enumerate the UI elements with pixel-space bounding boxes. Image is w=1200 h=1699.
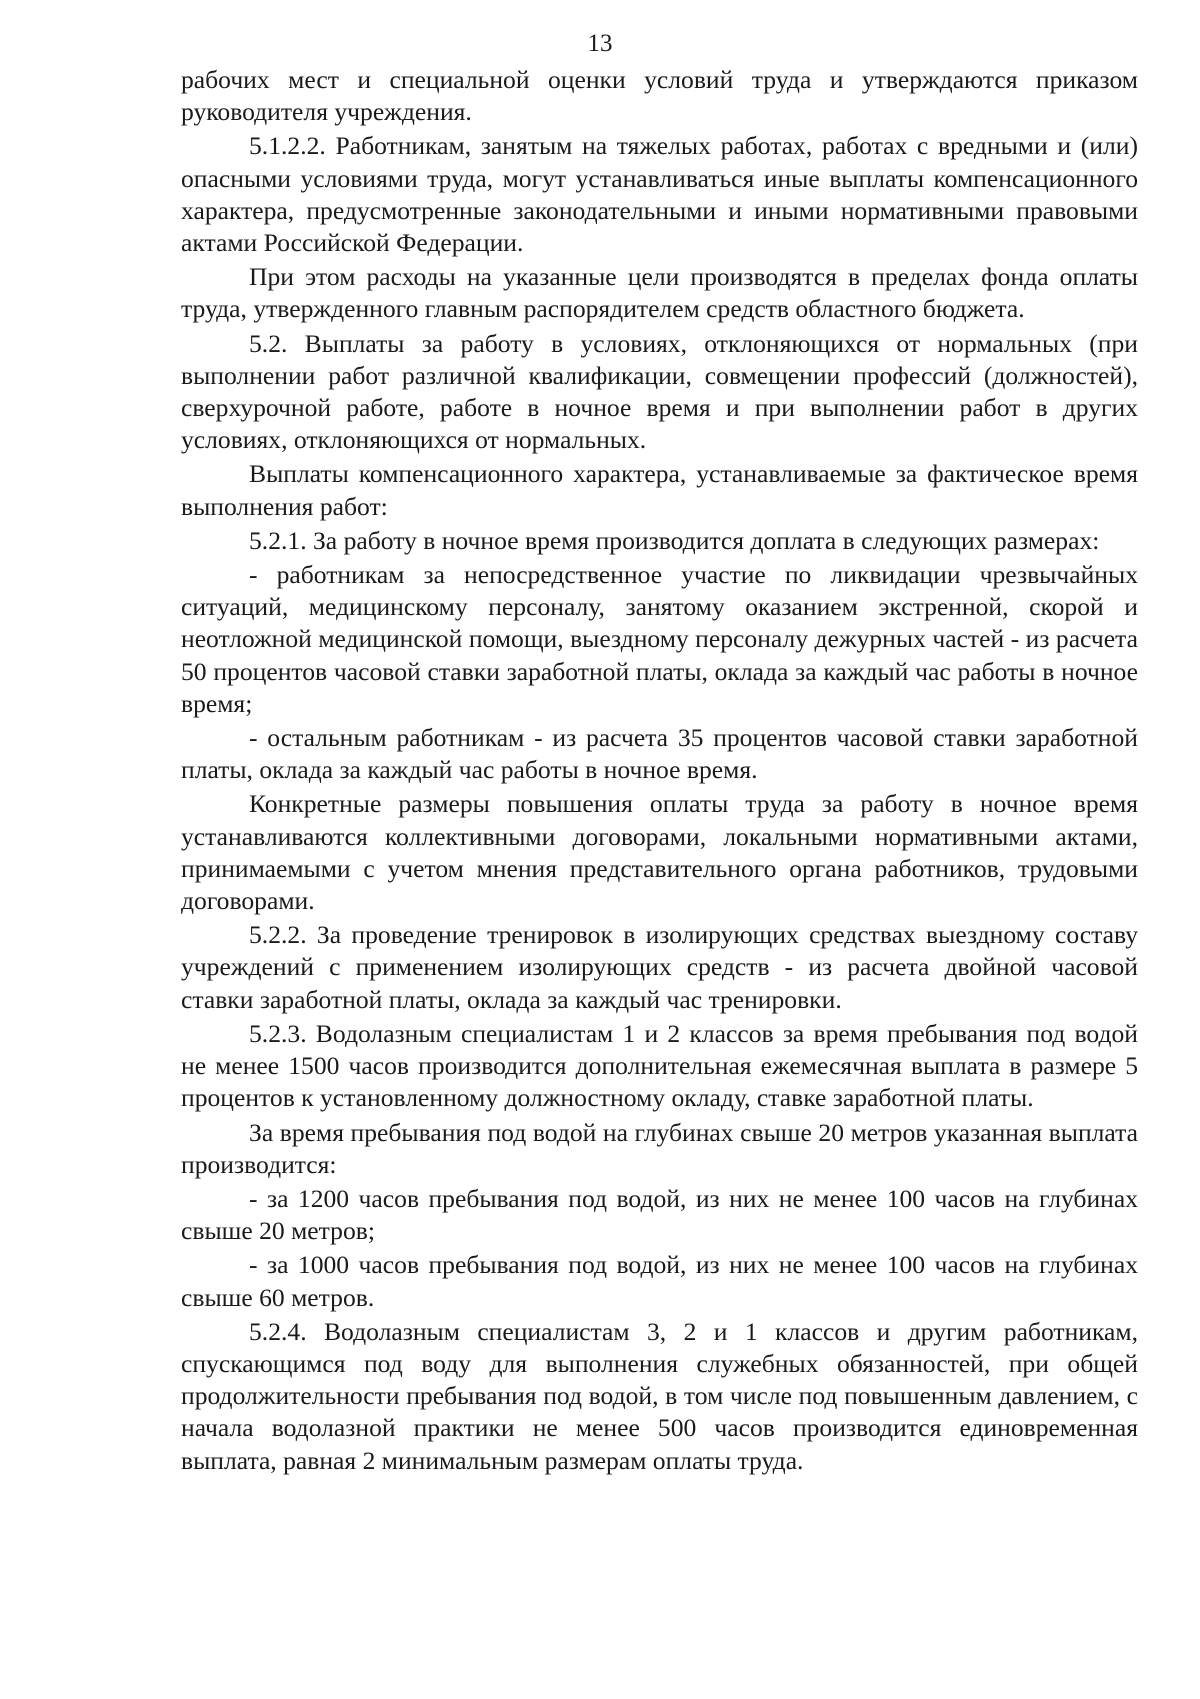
paragraph: - за 1000 часов пребывания под водой, из них не менее 100 часов на глубинах свыше 60 метров. bbox=[181, 1250, 1138, 1312]
paragraph: 5.2.3. Водолазным специалистам 1 и 2 классов за время пребывания под водой не менее 1500 часов производится дополнительная ежемесячная выплата в размере 5 процентов к установленному должностному окладу, ставке заработной платы. bbox=[181, 1018, 1138, 1113]
paragraph: 5.2.1. За работу в ночное время производится доплата в следующих размерах: bbox=[249, 525, 1100, 555]
paragraph: За время пребывания под водой на глубинах свыше 20 метров указанная выплата производится: bbox=[181, 1117, 1138, 1179]
paragraph: - работникам за непосредственное участие по ликвидации чрезвычайных ситуаций, медицинскому персоналу, занятому оказанием экстренной, скорой и неотложной медицинской помощи, выездному персоналу дежурных частей - из расчета 50 процентов часовой ставки заработной платы, оклада за каждый час работы в ночное время; bbox=[181, 560, 1138, 718]
page-number: 13 bbox=[587, 30, 613, 57]
paragraph: 5.2.2. За проведение тренировок в изолирующих средствах выездному составу учреждений с применением изолирующих средств - из расчета двойной часовой ставки заработной платы, оклада за каждый час тренировки. bbox=[181, 920, 1138, 1014]
paragraph: При этом расходы на указанные цели производятся в пределах фонда оплаты труда, утвержденного главным распорядителем средств областного бюджета. bbox=[181, 262, 1138, 324]
paragraph: 5.2.4. Водолазным специалистам 3, 2 и 1 классов и другим работникам, спускающимся под воду для выполнения служебных обязанностей, при общей продолжительности пребывания под водой, в том числе под повышенным давлением, с начала водолазной практики не менее 500 часов производится единовременная выплата, равная 2 минимальным размерам оплаты труда. bbox=[181, 1316, 1138, 1475]
document-body bbox=[181, 64, 1138, 1477]
paragraph: рабочих мест и специальной оценки условий труда и утверждаются приказом руководителя учреждения. bbox=[181, 65, 1138, 127]
paragraph: Выплаты компенсационного характера, устанавливаемые за фактическое время выполнения работ: bbox=[181, 459, 1138, 521]
paragraph: Конкретные размеры повышения оплаты труда за работу в ночное время устанавливаются коллективными договорами, локальными нормативными актами, принимаемыми с учетом мнения представительного органа работников, трудовыми договорами. bbox=[181, 789, 1138, 916]
paragraph: - остальным работникам - из расчета 35 процентов часовой ставки заработной платы, оклада за каждый час работы в ночное время. bbox=[181, 723, 1138, 785]
paragraph: - за 1200 часов пребывания под водой, из них не менее 100 часов на глубинах свыше 20 метров; bbox=[181, 1183, 1138, 1246]
paragraph: 5.2. Выплаты за работу в условиях, отклоняющихся от нормальных (при выполнении работ различной квалификации, совмещении профессий (должностей), сверхурочной работе, работе в ночное время и при выполнении работ в других условиях, отклоняющихся от нормальных. bbox=[181, 328, 1138, 455]
paragraph: 5.1.2.2. Работникам, занятым на тяжелых работах, работах с вредными и (или) опасными условиями труда, могут устанавливаться иные выплаты компенсационного характера, предусмотренные законодательными и иными нормативными правовыми актами Российской Федерации. bbox=[181, 131, 1138, 258]
